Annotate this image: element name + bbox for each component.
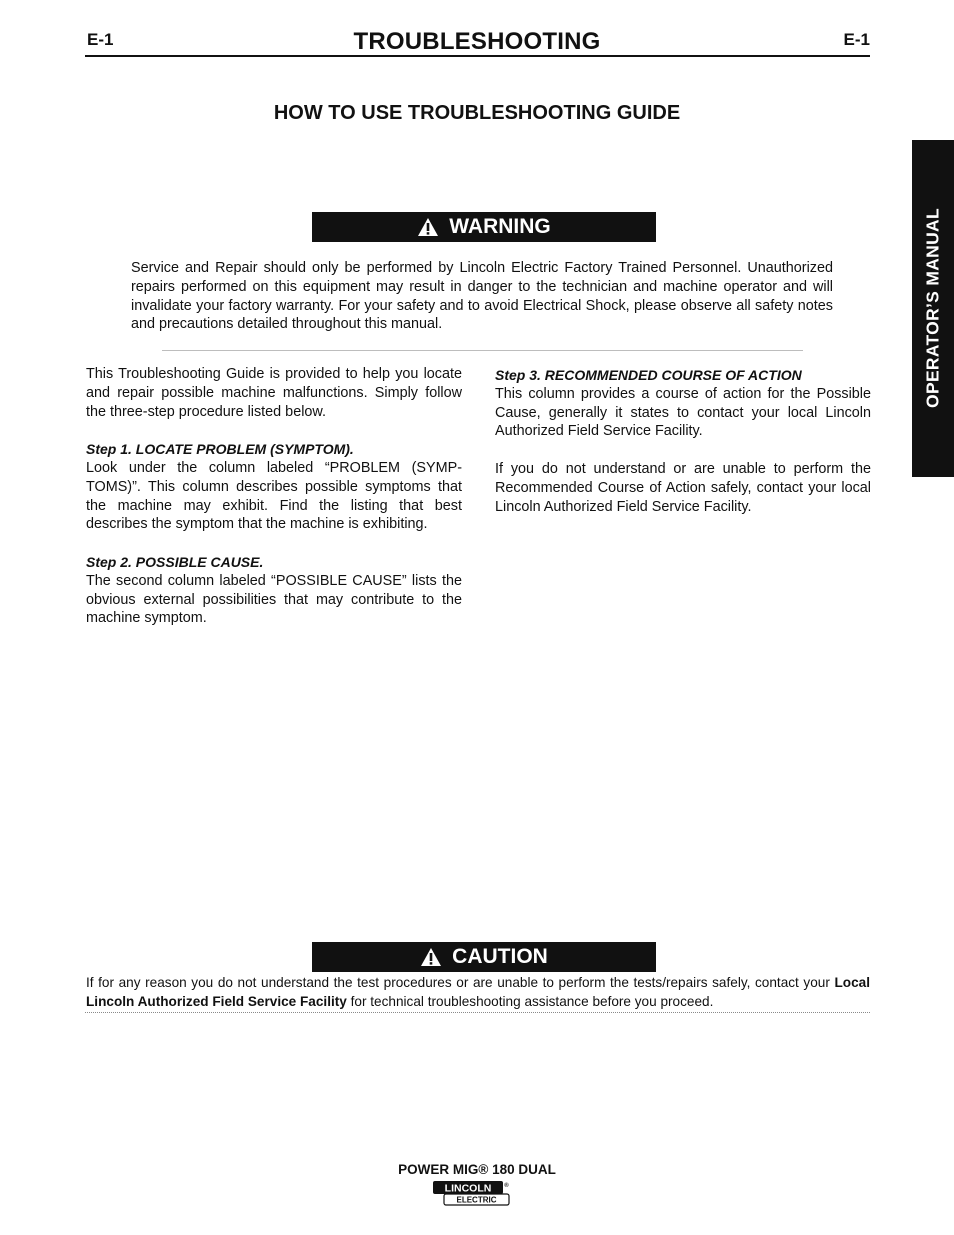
logo-bottom-text: ELECTRIC bbox=[456, 1195, 497, 1205]
caution-banner bbox=[312, 942, 656, 972]
step3-text: This column provides a course of action for the Possible Cause, generally it states to contact your local Lincoln Authorized Field Service Facility. bbox=[495, 385, 871, 440]
right-note: If you do not understand or are unable to perform the Recommended Course of Action safely, contact your local Lincoln Authorized Field Service Facility. bbox=[495, 460, 871, 515]
warning-text: Service and Repair should only be performed by Lincoln Electric Factory Trained Personnel. Unauthorized repairs performed on this equipment may result in danger to the technician and machine operator and will invalidate your factory warranty. For your safety and to avoid Electrical Shock, please observe all safety notes and precautions detailed throughout this manual. bbox=[131, 260, 833, 333]
side-tab[interactable] bbox=[912, 140, 954, 477]
caution-label: CAUTION bbox=[452, 945, 548, 968]
caution-text-end: for technical troubleshooting assistance before you proceed. bbox=[346, 993, 714, 1009]
caution-text-bold: Local Lincoln Authorized Field Service Facility bbox=[86, 975, 870, 1009]
lincoln-electric-logo bbox=[432, 1178, 512, 1208]
page-code-right: E-1 bbox=[843, 30, 870, 49]
divider bbox=[85, 1012, 870, 1013]
step3-title: Step 3. RECOMMENDED COURSE OF ACTION bbox=[495, 367, 802, 383]
right-column bbox=[495, 366, 871, 516]
logo-reg-mark: ® bbox=[504, 1183, 509, 1189]
caution-text-start: If for any reason you do not understand the test procedures or are unable to perform the tests/repairs safely, contact your bbox=[86, 975, 835, 990]
caution-text bbox=[86, 974, 870, 1012]
product-name: POWER MIG® 180 DUAL bbox=[398, 1162, 556, 1177]
step2-text: The second column labeled “POSSIBLE CAUSE” lists the obvious external possibilities that may contribute to the machine symptom. bbox=[86, 572, 462, 627]
left-column bbox=[86, 365, 462, 628]
intro-paragraph: This Troubleshooting Guide is provided to help you locate and repair possible machine malfunctions. Simply follow the three-step procedure listed below. bbox=[86, 366, 462, 420]
side-tab-label: OPERATOR’S MANUAL bbox=[922, 208, 943, 408]
warning-banner bbox=[312, 212, 656, 242]
step1-text: Look under the column labeled “PROBLEM (SYMP-TOMS)”. This column describes possible symptoms that the machine may exhibit. Find the listing that best describes the symptom that the machine is exhibiting. bbox=[86, 459, 462, 533]
step1-title: Step 1. LOCATE PROBLEM (SYMPTOM). bbox=[86, 441, 354, 458]
warning-triangle-icon bbox=[417, 217, 439, 237]
warning-label: WARNING bbox=[449, 215, 551, 238]
step2-title: Step 2. POSSIBLE CAUSE. bbox=[86, 553, 264, 570]
section-heading: HOW TO USE TROUBLESHOOTING GUIDE bbox=[273, 102, 681, 124]
divider bbox=[162, 350, 803, 351]
page-code-left: E-1 bbox=[87, 30, 114, 49]
page-title: TROUBLESHOOTING bbox=[353, 28, 601, 55]
logo-top-text: LINCOLN bbox=[444, 1182, 492, 1195]
warning-triangle-icon bbox=[420, 947, 442, 967]
header-rule bbox=[85, 55, 870, 57]
